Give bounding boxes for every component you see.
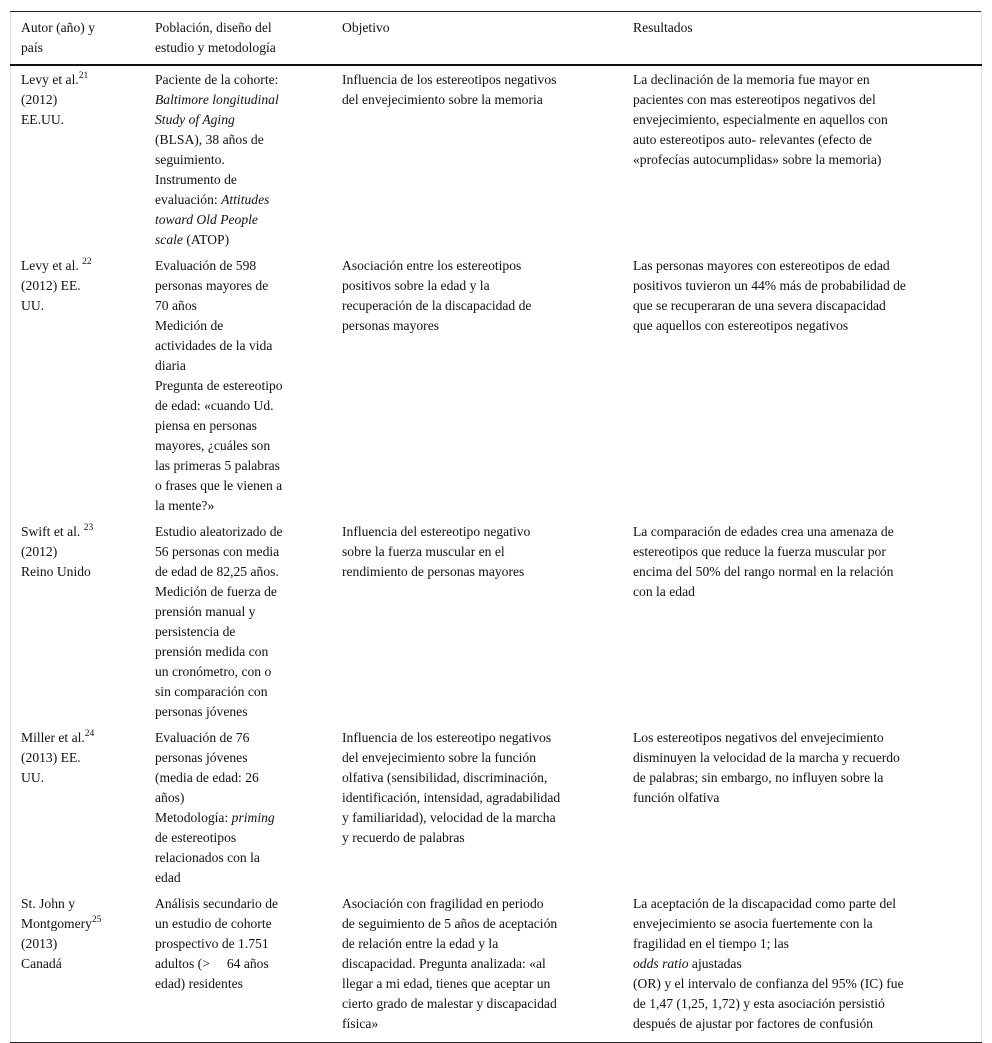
cell-line: identificación, intensidad, agradabilidad (342, 790, 561, 805)
cell-line: prensión manual y (155, 604, 256, 619)
cell-line (21, 728, 139, 748)
cell-line (21, 256, 139, 276)
cell-line: llegar a mi edad, tienes que aceptar un (342, 976, 551, 991)
cell-line: envejecimiento, especialmente en aquellos con (633, 112, 888, 127)
text-segment: priming (231, 810, 275, 825)
text-segment: Attitudes (221, 192, 270, 207)
cell-line: auto estereotipos auto- relevantes (efecto de (633, 132, 872, 147)
cell-author-country (11, 518, 146, 724)
cell-line (21, 914, 139, 934)
cell-line: estereotipos que reduce la fuerza muscular por (633, 544, 886, 559)
cell-line: años) (155, 790, 185, 805)
cell-line: seguimiento. (155, 152, 225, 167)
cell-line: St. John y (21, 896, 76, 911)
cell-line: envejecimiento se asocia fuertemente con la (633, 916, 873, 931)
cell-line: Los estereotipos negativos del envejecimiento (633, 730, 884, 745)
table-row (11, 724, 982, 890)
cell-line: adultos (> 64 años (155, 956, 269, 971)
cell-line: del envejecimiento sobre la función (342, 750, 537, 765)
cell-line: Autor (año) y (21, 20, 95, 35)
text-segment: toward Old People (155, 212, 258, 227)
cell-line: EE.UU. (21, 112, 65, 127)
cell-line: del envejecimiento sobre la memoria (342, 92, 543, 107)
text-segment: evaluación: (155, 192, 222, 207)
cell-results (623, 724, 982, 890)
cell-line: Asociación entre los estereotipos (342, 258, 522, 273)
cell-line: actividades de la vida (155, 338, 273, 353)
cell-line: Paciente de la cohorte: (155, 72, 279, 87)
cell-line: con la edad (633, 584, 695, 599)
cell-line: personas mayores de (155, 278, 269, 293)
cell-line (155, 190, 326, 210)
cell-line: un cronómetro, con o (155, 664, 272, 679)
text-segment: Swift et al. (21, 524, 84, 539)
table-row (11, 890, 982, 1043)
cell-line: Asociación con fragilidad en periodo (342, 896, 544, 911)
cell-line: (OR) y el intervalo de confianza del 95% (IC) fue (633, 976, 904, 991)
cell-line: La aceptación de la discapacidad como parte del (633, 896, 897, 911)
cell-line: personas jóvenes (155, 704, 248, 719)
cell-line: (2012) (21, 544, 58, 559)
cell-line: 56 personas con media (155, 544, 280, 559)
cell-results (623, 518, 982, 724)
cell-line: de palabras; sin embargo, no influyen sobre la (633, 770, 884, 785)
text-segment: Levy et al. (21, 72, 79, 87)
cell-line: La declinación de la memoria fue mayor en (633, 72, 870, 87)
cell-line (155, 90, 326, 110)
reference-superscript: 23 (83, 523, 94, 533)
cell-line: Pregunta de estereotipo (155, 378, 283, 393)
cell-line: Canadá (21, 956, 62, 971)
cell-author-country (11, 65, 146, 252)
text-segment: Levy et al. (21, 258, 83, 273)
cell-population-design (145, 65, 332, 252)
cell-line: de seguimiento de 5 años de aceptación (342, 916, 558, 931)
cell-line (155, 110, 326, 130)
cell-line: (BLSA), 38 años de (155, 132, 264, 147)
cell-line: estudio y metodología (155, 40, 276, 55)
cell-line: Influencia de los estereotipos negativos (342, 72, 557, 87)
cell-population-design (145, 890, 332, 1043)
cell-line: prospectivo de 1.751 (155, 936, 269, 951)
cell-line: Influencia del estereotipo negativo (342, 524, 531, 539)
cell-line: (2013) EE. (21, 750, 81, 765)
cell-line: edad) residentes (155, 976, 243, 991)
cell-line: persistencia de (155, 624, 236, 639)
cell-line: relacionados con la (155, 850, 260, 865)
table-row (11, 518, 982, 724)
cell-line: después de ajustar por factores de confusión (633, 1016, 874, 1031)
cell-line: personas mayores (342, 318, 440, 333)
cell-line (633, 954, 975, 974)
column-header-author-country (11, 12, 146, 66)
cell-line: y familiaridad), velocidad de la marcha (342, 810, 556, 825)
cell-line: que aquellos con estereotipos negativos (633, 318, 849, 333)
text-segment: Miller et al. (21, 730, 85, 745)
cell-author-country (11, 890, 146, 1043)
cell-line: mayores, ¿cuáles son (155, 438, 271, 453)
cell-line: Las personas mayores con estereotipos de edad (633, 258, 890, 273)
cell-line: que se recuperaran de una severa discapacidad (633, 298, 886, 313)
cell-line: discapacidad. Pregunta analizada: «al (342, 956, 546, 971)
cell-line: La comparación de edades crea una amenaza de (633, 524, 894, 539)
cell-line: «profecías autocumplidas» sobre la memoria) (633, 152, 882, 167)
cell-objective (332, 890, 623, 1043)
column-header-objective (332, 12, 623, 66)
cell-line: pacientes con mas estereotipos negativos del (633, 92, 876, 107)
cell-line: Población, diseño del (155, 20, 272, 35)
reference-superscript: 24 (84, 729, 95, 739)
cell-line: Reino Unido (21, 564, 91, 579)
cell-author-country (11, 252, 146, 518)
cell-objective (332, 724, 623, 890)
cell-line: Instrumento de (155, 172, 237, 187)
cell-line: positivos sobre la edad y la (342, 278, 490, 293)
cell-line: UU. (21, 298, 45, 313)
cell-line: 70 años (155, 298, 197, 313)
cell-line: Análisis secundario de (155, 896, 279, 911)
cell-results (623, 890, 982, 1043)
cell-line: de 1,47 (1,25, 1,72) y esta asociación persistió (633, 996, 885, 1011)
cell-line: física» (342, 1016, 379, 1031)
cell-line: Evaluación de 76 (155, 730, 250, 745)
cell-line: Evaluación de 598 (155, 258, 257, 273)
cell-line (155, 230, 326, 250)
cell-line: (media de edad: 26 (155, 770, 259, 785)
cell-line: UU. (21, 770, 45, 785)
cell-line: o frases que le vienen a (155, 478, 283, 493)
cell-line: piensa en personas (155, 418, 257, 433)
table-row (11, 252, 982, 518)
cell-line: (2012) (21, 92, 58, 107)
cell-line (155, 210, 326, 230)
studies-table (10, 11, 982, 1043)
cell-line: sobre la fuerza muscular en el (342, 544, 505, 559)
cell-line: edad (155, 870, 181, 885)
cell-line: de edad: «cuando Ud. (155, 398, 274, 413)
cell-line (21, 70, 139, 90)
column-header-population-design (145, 12, 332, 66)
cell-population-design (145, 518, 332, 724)
cell-line: (2013) (21, 936, 58, 951)
cell-line: personas jóvenes (155, 750, 248, 765)
cell-line: fragilidad en el tiempo 1; las (633, 936, 789, 951)
cell-line: un estudio de cohorte (155, 916, 272, 931)
text-segment: Montgomery (21, 916, 92, 931)
cell-author-country (11, 724, 146, 890)
cell-line: recuperación de la discapacidad de (342, 298, 532, 313)
cell-line: sin comparación con (155, 684, 268, 699)
text-segment: Baltimore longitudinal (155, 92, 279, 107)
cell-line: disminuyen la velocidad de la marcha y recuerdo (633, 750, 900, 765)
text-segment: Study of Aging (155, 112, 235, 127)
table-header-row (11, 12, 982, 66)
cell-results (623, 252, 982, 518)
cell-line: de edad de 82,25 años. (155, 564, 279, 579)
cell-line: cierto grado de malestar y discapacidad (342, 996, 557, 1011)
cell-line: encima del 50% del rango normal en la relación (633, 564, 894, 579)
table-row (11, 65, 982, 252)
cell-line: de estereotipos (155, 830, 237, 845)
cell-objective (332, 518, 623, 724)
cell-line: Objetivo (342, 20, 390, 35)
cell-line: la mente?» (155, 498, 215, 513)
cell-line: Medición de fuerza de (155, 584, 277, 599)
cell-line: Medición de (155, 318, 224, 333)
cell-line: (2012) EE. (21, 278, 81, 293)
text-segment: (ATOP) (182, 232, 230, 247)
cell-line: prensión medida con (155, 644, 269, 659)
table-body (11, 65, 982, 1043)
cell-population-design (145, 724, 332, 890)
reference-superscript: 25 (91, 915, 102, 925)
cell-line: diaria (155, 358, 186, 373)
cell-line: positivos tuvieron un 44% más de probabilidad de (633, 278, 906, 293)
cell-line: de relación entre la edad y la (342, 936, 499, 951)
cell-results (623, 65, 982, 252)
cell-line (155, 808, 326, 828)
cell-objective (332, 65, 623, 252)
text-segment: Metodología: (155, 810, 232, 825)
cell-line: rendimiento de personas mayores (342, 564, 525, 579)
text-segment: scale (155, 232, 183, 247)
cell-population-design (145, 252, 332, 518)
cell-line: Resultados (633, 20, 693, 35)
text-segment: ajustadas (688, 956, 742, 971)
cell-line: y recuerdo de palabras (342, 830, 465, 845)
cell-line (21, 522, 139, 542)
cell-line: las primeras 5 palabras (155, 458, 280, 473)
reference-superscript: 22 (82, 257, 92, 267)
text-segment: odds ratio (633, 956, 689, 971)
reference-superscript: 21 (78, 71, 89, 81)
cell-line: olfativa (sensibilidad, discriminación, (342, 770, 548, 785)
cell-line: Estudio aleatorizado de (155, 524, 283, 539)
cell-line: país (21, 40, 43, 55)
cell-line: función olfativa (633, 790, 720, 805)
column-header-results (623, 12, 982, 66)
cell-objective (332, 252, 623, 518)
cell-line: Influencia de los estereotipo negativos (342, 730, 552, 745)
